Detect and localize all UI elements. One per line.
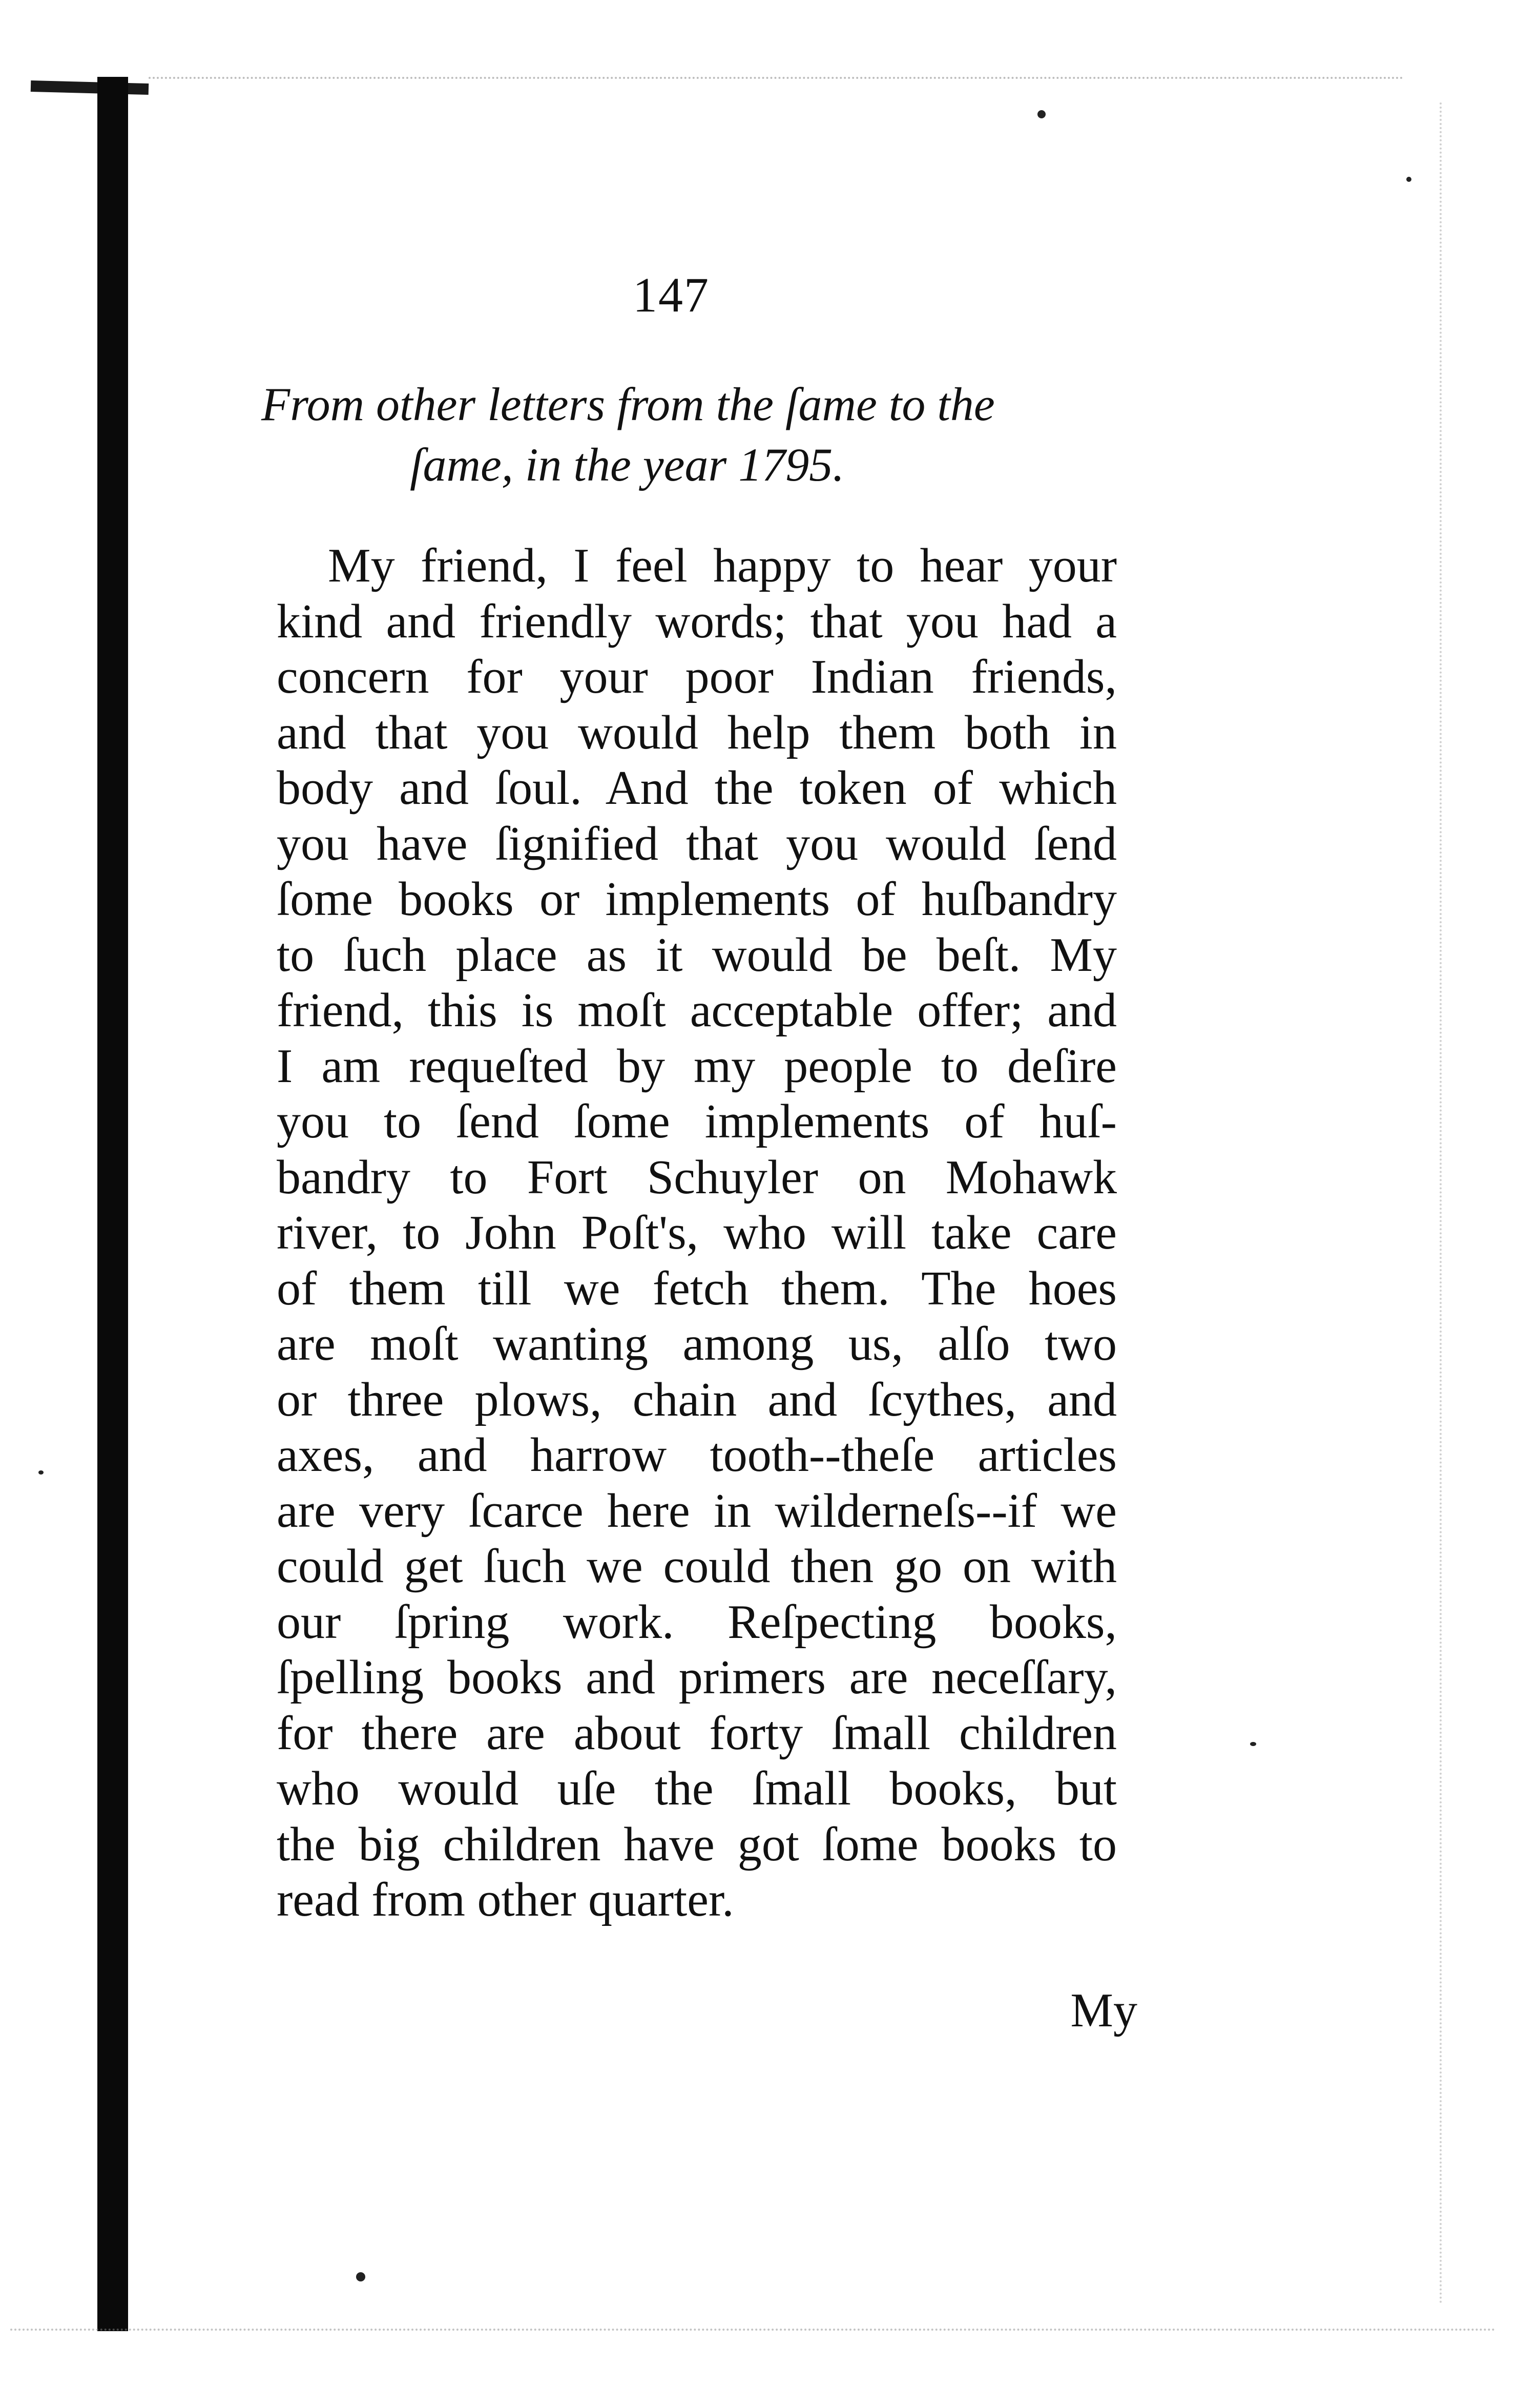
text-line: are very ſcarce here in wilderneſs--if we (277, 1484, 1117, 1538)
text-line: axes, and harrow tooth--theſe articles (277, 1428, 1117, 1482)
scan-edge-top (149, 77, 1404, 82)
text-line: river, to John Poſt's, who will take care (277, 1206, 1117, 1259)
text-line: bandry to Fort Schuyler on Mohawk (277, 1150, 1117, 1204)
text-line: for there are about forty ſmall children (277, 1706, 1117, 1760)
heading-line: From other letters from the ſame to the (261, 378, 995, 430)
text-line: My friend, I feel happy to hear your (328, 539, 1117, 592)
text-line: are moſt wanting among us, alſo two (277, 1317, 1117, 1371)
scan-speck (1406, 177, 1411, 182)
scan-speck (1037, 110, 1046, 118)
text-line: who would uſe the ſmall books, but (277, 1762, 1117, 1815)
text-line: to ſuch place as it would be beſt. My (277, 928, 1117, 982)
text-line: read from other quarter. (277, 1873, 734, 1926)
text-line: the big children have got ſome books to (277, 1817, 1117, 1871)
text-line: friend, this is moſt acceptable offer; and (277, 984, 1117, 1037)
section-heading (256, 374, 1127, 495)
text-line: you to ſend ſome implements of huſ- (277, 1095, 1117, 1148)
text-line: and that you would help them both in (277, 705, 1117, 759)
text-line: of them till we fetch them. The hoes (277, 1261, 1117, 1315)
text-line: or three plows, chain and ſcythes, and (277, 1373, 1117, 1426)
text-line: body and ſoul. And the token of which (277, 761, 1117, 815)
letter-body (277, 538, 1117, 1928)
scan-edge-right (1440, 102, 1445, 2306)
page-number: 147 (633, 267, 710, 322)
scan-speck (38, 1470, 44, 1475)
scan-speck (356, 2272, 365, 2281)
text-line: I am requeſted by my people to deſire (277, 1039, 1117, 1093)
binding-edge (97, 77, 128, 2331)
text-line: you have ſignified that you would ſend (277, 817, 1117, 870)
text-line: could get ſuch we could then go on with (277, 1540, 1117, 1593)
scan-edge-bottom (10, 2329, 1496, 2334)
catchword: My (1070, 1984, 1137, 2037)
scan-speck (1250, 1742, 1256, 1746)
heading-line: ſame, in the year 1795. (410, 439, 845, 491)
text-line: ſome books or implements of huſbandry (277, 873, 1117, 926)
text-line: kind and friendly words; that you had a (277, 594, 1117, 648)
text-line: ſpelling books and primers are neceſſary, (277, 1651, 1117, 1704)
binding-edge-top (31, 80, 149, 95)
text-line: our ſpring work. Reſpecting books, (277, 1595, 1117, 1649)
text-line: concern for your poor Indian friends, (277, 650, 1117, 703)
